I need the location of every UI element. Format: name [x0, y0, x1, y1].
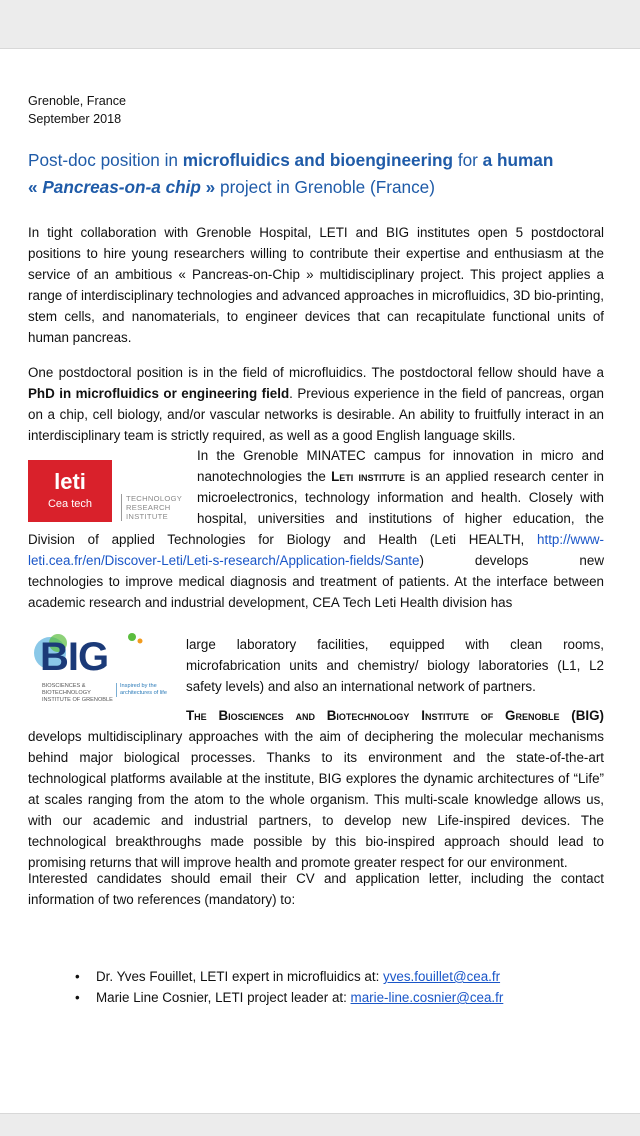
- leti-line-3: microelectronics, technology information and health. Closely with: [197, 490, 604, 505]
- leti-caption-line: RESEARCH: [126, 503, 171, 512]
- intro-paragraph: In tight collaboration with Grenoble Hospital, LETI and BIG institutes open 5 postdoctoral positions to hire young researchers willing to contribute their expertise and enthusiasm at the service of an ambitious « Pancreas-on-Chip » multidisciplinary project. This project applies a range of interdisciplinary technologies and advanced approaches in microfluidics, 3D bio-printing, stem cells, and nanomaterials, to engineer devices that can recapitulate functional units of human pancreas.: [28, 225, 604, 345]
- title-quote-open: «: [28, 177, 43, 197]
- title-bold-2: a human: [482, 150, 554, 170]
- leti-caption-line: INSTITUTE: [126, 512, 168, 521]
- leti-caption-line: TECHNOLOGY: [126, 494, 183, 503]
- email-link[interactable]: marie-line.cosnier@cea.fr: [350, 990, 504, 1005]
- big-tag-line: architectures of life: [120, 690, 167, 696]
- leti-line-2: [197, 466, 604, 487]
- leti-line-5a: Division of applied Technologies for Biology and Health (Leti HEALTH,: [28, 532, 538, 547]
- list-item: [75, 966, 503, 987]
- leti-health-link-cont[interactable]: leti.cea.fr/en/Discover-Leti/Leti-s-research/Application-fields/Sante: [28, 553, 420, 568]
- page-title: [28, 147, 628, 201]
- big-sub-line: INSTITUTE OF GRENOBLE: [42, 697, 113, 703]
- title-italic: Pancreas-on-a chip: [42, 177, 201, 197]
- big-tag-line: Inspired by the: [120, 683, 157, 689]
- leti-line-2a: nanotechnologies the: [197, 469, 332, 484]
- big-sub-line: BIOTECHNOLOGY: [42, 690, 91, 696]
- title-text-2: for: [453, 150, 483, 170]
- bullet-icon: •: [75, 969, 80, 984]
- leti-logo-sub: Cea tech: [47, 498, 93, 510]
- big-acronym: (BIG): [559, 708, 604, 723]
- leti-line-4: hospital, universities and institutions of higher education, the: [197, 511, 604, 526]
- contact-text: Dr. Yves Fouillet, LETI expert in microfluidics at:: [96, 969, 384, 984]
- big-paragraph: develops multidisciplinary approaches with the aim of deciphering the molecular mechanisms behind major biological processes. Thanks to its environment and the state-of-the-art technological platforms available at the institute, BIG explores the dynamic architectures of “Life” at scales ranging from the atom to the whole organism. This multi-scale knowledge allows us, with our academic and industrial partners, to develop new Life-inspired devices. The technological breakthroughs made possible by this bio-inspired approach should lead to promising returns that will improve health and promote greater respect for our environment.: [28, 729, 604, 870]
- leti-logo-text: leti: [54, 469, 86, 494]
- big-logo-text: BIG: [40, 635, 109, 679]
- position-text-b: . Previous experience in the field of pancreas, organ on a chip, cell biology, and/or vascular networks is desirable. An ability to fruitfully interact in an interdisciplinary team is strictly required, as well as a good English language skills.: [28, 386, 604, 443]
- contact-list: [75, 966, 504, 1008]
- bullet-icon: •: [75, 990, 80, 1005]
- title-bold-1: microfluidics and bioengineering: [182, 150, 454, 170]
- leti-logo: [28, 460, 112, 522]
- leti-wrap-2: microfabrication units and chemistry/ biology laboratories (L1, L2: [186, 658, 604, 673]
- position-requirement: PhD in microfluidics or engineering field: [28, 386, 290, 401]
- leti-rest: technologies to improve medical diagnosis and treatment of patients. At the interface between academic research and industrial development, CEA Tech Leti Health division has: [28, 574, 604, 610]
- leti-line-2c: is an applied research center in: [405, 469, 604, 484]
- contact-intro: Interested candidates should email their CV and application letter, including the contact information of two references (mandatory) to:: [28, 871, 604, 907]
- leti-line-6: [28, 550, 604, 571]
- leti-logo-caption: [121, 494, 182, 521]
- leti-line-6b: ) develops new: [419, 553, 604, 568]
- big-logo-tagline: [116, 683, 167, 697]
- big-logo: [28, 619, 178, 731]
- big-logo-subtitle: [42, 683, 113, 704]
- email-link[interactable]: yves.fouillet@cea.fr: [383, 969, 501, 984]
- contact-text: Marie Line Cosnier, LETI project leader at:: [96, 990, 351, 1005]
- leti-health-link[interactable]: http://www-: [537, 532, 604, 547]
- header-location: Grenoble, France: [28, 94, 127, 108]
- leti-line-5: [28, 529, 604, 550]
- position-paragraph: [28, 362, 604, 446]
- header-date: September 2018: [28, 112, 122, 126]
- title-text-1: Post-doc position in: [28, 150, 183, 170]
- leti-line-1: In the Grenoble MINATEC campus for innovation in micro and: [197, 448, 604, 463]
- leti-wrap-3: safety levels) and also an international network of partners.: [186, 679, 536, 694]
- leti-wrap-1: large laboratory facilities, equipped with clean rooms,: [186, 637, 604, 652]
- leti-institute-name: Leti institute: [331, 469, 406, 484]
- big-institute-name: The Biosciences and Biotechnology Institute of Grenoble: [186, 708, 560, 723]
- list-item: [75, 987, 504, 1008]
- big-sub-line: BIOSCIENCES &: [42, 683, 86, 689]
- document-page: [0, 48, 640, 1114]
- position-text-a: One postdoctoral position is in the field of microfluidics. The postdoctoral fellow should have a: [28, 365, 604, 380]
- title-text-3: project in Grenoble (France): [215, 177, 435, 197]
- big-heading-line: [186, 705, 604, 726]
- title-quote-close: »: [200, 177, 216, 197]
